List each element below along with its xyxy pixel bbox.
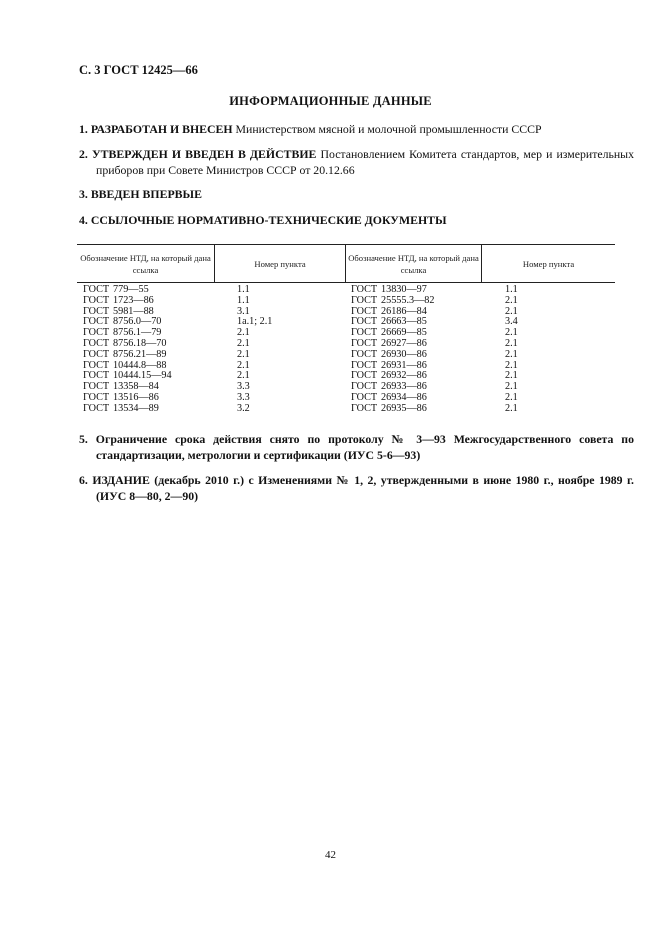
column-clause-left <box>237 285 272 415</box>
gost-number: 8756.1—79 <box>113 327 162 339</box>
gost-prefix: ГОСТ <box>83 348 110 360</box>
info-item-6 <box>79 472 634 504</box>
table-cell-clause: 2.1 <box>237 327 250 339</box>
gost-number: 26927—86 <box>381 337 427 349</box>
gost-number: 26669—85 <box>381 327 427 339</box>
gost-prefix: ГОСТ <box>351 316 378 328</box>
info-item-2 <box>79 146 634 178</box>
info-item-4 <box>79 212 634 228</box>
table-cell-clause: 3.3 <box>237 391 250 403</box>
table-cell-clause: 2.1 <box>237 370 250 382</box>
gost-number: 26933—86 <box>381 381 427 393</box>
item-text: Министерством мясной и молочной промышленности СССР <box>232 122 542 136</box>
gost-prefix: ГОСТ <box>351 370 378 382</box>
gost-prefix: ГОСТ <box>351 402 378 414</box>
item-number: 3. <box>79 187 88 201</box>
table-header-rule <box>77 282 615 283</box>
table-cell-clause: 2.1 <box>505 402 518 414</box>
item-number: 1. <box>79 122 88 136</box>
table-cell-clause: 2.1 <box>505 348 518 360</box>
table-cell-clause: 2.1 <box>505 370 518 382</box>
gost-prefix: ГОСТ <box>83 294 110 306</box>
gost-prefix: ГОСТ <box>83 402 110 414</box>
item-number: 5. <box>79 432 88 446</box>
table-cell-clause: 3.2 <box>237 402 250 414</box>
gost-number: 10444.15—94 <box>113 370 172 382</box>
gost-prefix: ГОСТ <box>351 359 378 371</box>
gost-number: 26934—86 <box>381 391 427 403</box>
gost-number: 13534—89 <box>113 402 159 414</box>
gost-number: 8756.18—70 <box>113 337 167 349</box>
table-cell-ntd <box>83 404 172 415</box>
table-cell-clause: 2.1 <box>505 294 518 306</box>
item-number: 2. <box>79 147 88 161</box>
gost-number: 779—55 <box>113 284 149 295</box>
gost-prefix: ГОСТ <box>83 284 110 295</box>
header-clause-left: Номер пункта <box>254 259 306 269</box>
item-heading: УТВЕРЖДЕН И ВВЕДЕН В ДЕЙСТВИЕ <box>91 147 317 161</box>
column-clause-right <box>505 285 518 415</box>
page-number: 42 <box>325 849 336 861</box>
gost-prefix: ГОСТ <box>351 305 378 317</box>
info-item-5 <box>79 431 634 463</box>
table-cell-clause: 3.3 <box>237 381 250 393</box>
gost-number: 25555.3—82 <box>381 294 435 306</box>
gost-number: 13516—86 <box>113 391 159 403</box>
gost-number: 5981—88 <box>113 305 154 317</box>
gost-prefix: ГОСТ <box>83 370 110 382</box>
table-cell-ntd <box>351 404 434 415</box>
gost-prefix: ГОСТ <box>83 327 110 339</box>
info-item-1 <box>79 121 634 137</box>
table-cell-clause: 2.1 <box>505 359 518 371</box>
table-cell-clause: 3.4 <box>505 316 518 328</box>
gost-prefix: ГОСТ <box>351 381 378 393</box>
gost-prefix: ГОСТ <box>83 316 110 328</box>
table-cell-clause: 1.1 <box>505 284 518 295</box>
table-cell-clause: 2.1 <box>237 359 250 371</box>
gost-number: 13358—84 <box>113 381 159 393</box>
table-cell-clause: 2.1 <box>505 327 518 339</box>
item-heading: ССЫЛОЧНЫЕ НОРМАТИВНО-ТЕХНИЧЕСКИЕ ДОКУМЕНТЫ <box>90 213 447 227</box>
table-cell-clause: 2.1 <box>237 337 250 349</box>
item-text: Ограничение срока действия снято по протоколу № 3—93 Межгосударственного совета по стандартизации, метрологии и сертификации (ИУС 5-6—93) <box>95 432 634 462</box>
gost-number: 13830—97 <box>381 284 427 295</box>
gost-prefix: ГОСТ <box>351 337 378 349</box>
header-ntd-right: Обозначение НТД, на который дана ссылка <box>348 253 479 275</box>
item-text: (декабрь 2010 г.) с Изменениями № 1, 2, утвержденными в июне 1980 г., ноябре 1989 г. (ИУС 8—80, 2—90) <box>96 473 634 503</box>
gost-number: 26935—86 <box>381 402 427 414</box>
info-item-3 <box>79 186 634 202</box>
gost-prefix: ГОСТ <box>351 284 378 295</box>
table-cell-clause: 1а.1; 2.1 <box>237 316 273 328</box>
table-cell-clause: 3.1 <box>237 305 250 317</box>
item-text: Постановлением Комитета стандартов, мер и измерительных приборов при Совете Министров СССР от 20.12.66 <box>96 147 634 177</box>
item-number: 4. <box>79 213 88 227</box>
gost-number: 26930—86 <box>381 348 427 360</box>
gost-prefix: ГОСТ <box>351 391 378 403</box>
document-header: С. 3 ГОСТ 12425—66 <box>79 63 198 77</box>
gost-prefix: ГОСТ <box>83 391 110 403</box>
table-cell-clause: 2.1 <box>505 381 518 393</box>
header-clause-right: Номер пункта <box>522 259 575 269</box>
gost-number: 10444.8—88 <box>113 359 167 371</box>
gost-number: 26663—85 <box>381 316 427 328</box>
item-heading: ВВЕДЕН ВПЕРВЫЕ <box>90 187 202 201</box>
table-cell-clause: 1.1 <box>237 284 250 295</box>
table-cell-clause: 2.1 <box>505 337 518 349</box>
table-cell-clause: 1.1 <box>237 294 250 306</box>
gost-prefix: ГОСТ <box>83 337 110 349</box>
gost-prefix: ГОСТ <box>83 359 110 371</box>
gost-number: 8756.0—70 <box>113 316 162 328</box>
gost-number: 26932—86 <box>381 370 427 382</box>
item-number: 6. <box>79 473 88 487</box>
gost-number: 1723—86 <box>113 294 154 306</box>
table-cell-clause: 2.1 <box>237 348 250 360</box>
gost-prefix: ГОСТ <box>351 348 378 360</box>
section-title: ИНФОРМАЦИОННЫЕ ДАННЫЕ <box>229 94 432 108</box>
gost-prefix: ГОСТ <box>83 305 110 317</box>
table-cell-clause: 2.1 <box>505 391 518 403</box>
gost-number: 8756.21—89 <box>113 348 167 360</box>
column-ntd-right <box>351 285 434 415</box>
gost-prefix: ГОСТ <box>83 381 110 393</box>
column-ntd-left <box>83 285 172 415</box>
gost-prefix: ГОСТ <box>351 294 378 306</box>
table-cell-clause: 2.1 <box>505 305 518 317</box>
table-top-rule <box>77 244 615 245</box>
gost-number: 26186—84 <box>381 305 427 317</box>
gost-prefix: ГОСТ <box>351 327 378 339</box>
item-heading: ИЗДАНИЕ <box>92 473 150 487</box>
item-heading: РАЗРАБОТАН И ВНЕСЕН <box>90 122 233 136</box>
header-ntd-left: Обозначение НТД, на который дана ссылка <box>80 253 211 275</box>
gost-number: 26931—86 <box>381 359 427 371</box>
